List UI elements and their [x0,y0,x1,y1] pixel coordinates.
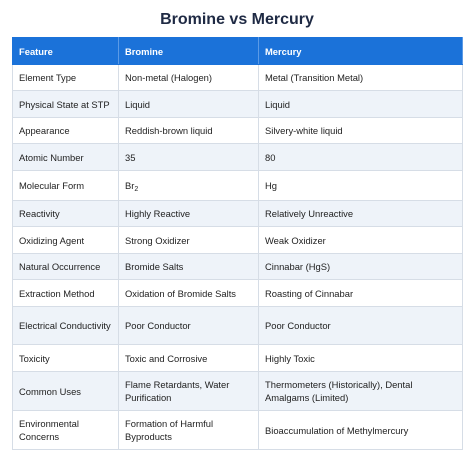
table-row [13,227,463,254]
table-row [13,91,463,118]
cell-mercury: Silvery-white liquid [259,118,463,144]
cell-bromine: Oxidation of Bromide Salts [119,280,259,307]
cell-feature: Molecular Form [13,171,119,201]
header-feature: Feature [13,38,119,65]
table-row [13,171,463,201]
cell-mercury: Hg [259,171,463,201]
formula-base: Br [125,180,135,191]
table-row [13,411,463,450]
cell-mercury: Poor Conductor [259,307,463,345]
header-mercury: Mercury [259,38,463,65]
cell-feature: Reactivity [13,201,119,227]
cell-mercury: Thermometers (Historically), Dental Amalgams (Limited) [259,372,463,411]
cell-bromine: Poor Conductor [119,307,259,345]
cell-feature: Atomic Number [13,144,119,171]
table-row [13,345,463,372]
formula-subscript: 2 [134,186,139,193]
page-title: Bromine vs Mercury [160,11,314,28]
cell-bromine: Non-metal (Halogen) [119,65,259,91]
cell-mercury: Roasting of Cinnabar [259,280,463,307]
cell-bromine: Liquid [119,91,259,118]
table-row [13,307,463,345]
table-row [13,118,463,144]
table-row [13,280,463,307]
cell-feature: Extraction Method [13,280,119,307]
cell-feature: Toxicity [13,345,119,372]
table-row [13,201,463,227]
cell-feature: Appearance [13,118,119,144]
cell-bromine: Flame Retardants, Water Purification [119,372,259,411]
cell-bromine [119,171,259,201]
comparison-table [12,37,463,450]
table-row [13,372,463,411]
cell-mercury: Cinnabar (HgS) [259,254,463,280]
cell-feature: Common Uses [13,372,119,411]
cell-mercury: Bioaccumulation of Methylmercury [259,411,463,450]
cell-feature: Element Type [13,65,119,91]
cell-bromine: Bromide Salts [119,254,259,280]
cell-bromine: Formation of Harmful Byproducts [119,411,259,450]
table-header [13,38,463,65]
cell-bromine: Strong Oxidizer [119,227,259,254]
header-bromine: Bromine [119,38,259,65]
cell-feature: Physical State at STP [13,91,119,118]
cell-mercury: Relatively Unreactive [259,201,463,227]
cell-feature: Natural Occurrence [13,254,119,280]
cell-feature: Oxidizing Agent [13,227,119,254]
cell-feature: Environmental Concerns [13,411,119,450]
table-body [13,65,463,450]
cell-bromine: Highly Reactive [119,201,259,227]
cell-mercury: Metal (Transition Metal) [259,65,463,91]
cell-mercury: Weak Oxidizer [259,227,463,254]
cell-bromine: Toxic and Corrosive [119,345,259,372]
cell-bromine: Reddish-brown liquid [119,118,259,144]
table-row [13,65,463,91]
cell-bromine: 35 [119,144,259,171]
cell-mercury: Liquid [259,91,463,118]
table-row [13,254,463,280]
cell-mercury: Highly Toxic [259,345,463,372]
cell-feature: Electrical Conductivity [13,307,119,345]
cell-mercury: 80 [259,144,463,171]
table-row [13,144,463,171]
header-row [13,38,463,65]
